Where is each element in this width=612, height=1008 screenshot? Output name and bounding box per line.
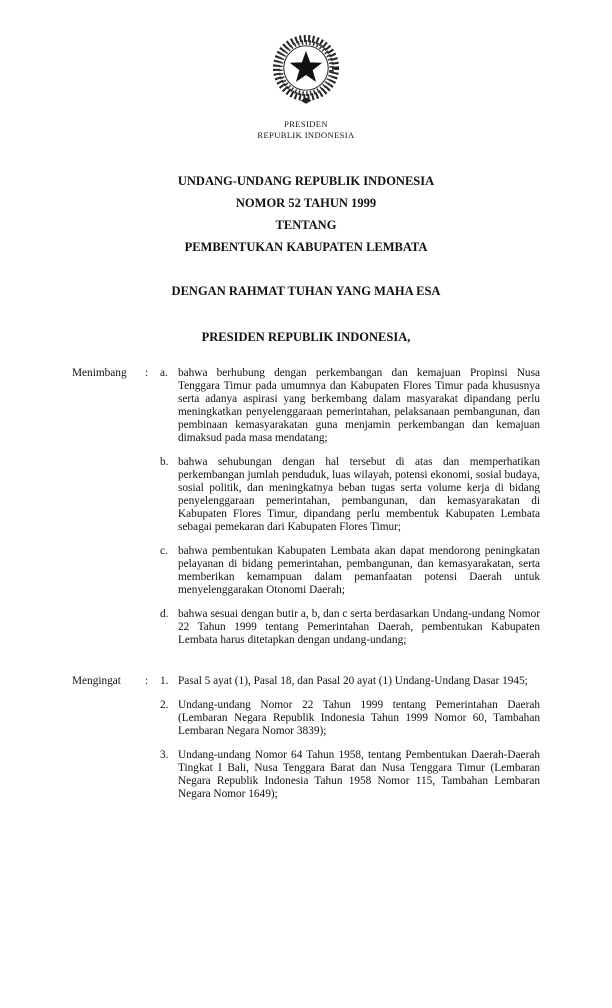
salutation-line: PRESIDEN REPUBLIK INDONESIA, [201, 330, 411, 344]
law-number-line: NOMOR 52 TAHUN 1999 [235, 196, 377, 210]
item-marker: 3. [160, 749, 169, 761]
consideration-item [160, 456, 540, 534]
item-marker: d. [160, 608, 169, 620]
item-text: Undang-undang Nomor 22 Tahun 1999 tentang Pemerintahan Daerah (Lembaran Negara Republik Indonesia Tahun 1999 Nomor 60, Tambahan Lembaran Negara Nomor 3839); [178, 699, 540, 737]
legal-basis-item [160, 699, 540, 738]
item-text: bahwa berhubung dengan perkembangan dan kemajuan Propinsi Nusa Tenggara Timur pada umumnya dan Kabupaten Flores Timur pada khususnya serta adanya aspirasi yang berkembang dalam masyarakat dipandang perlu meningkatkan penyelenggaraan pemerintahan, pelaksanaan pembangunan, dan pembinaan kemasyarakatan guna menjamin perkembangan dan kemajuan dimaksud pada masa mendatang; [178, 367, 540, 444]
agency-header [72, 119, 540, 140]
document-title-block [72, 170, 540, 258]
item-marker: b. [160, 456, 169, 468]
item-text: Pasal 5 ayat (1), Pasal 18, dan Pasal 20 ayat (1) Undang-Undang Dasar 1945; [178, 675, 528, 687]
consideration-item [160, 545, 540, 597]
law-title-line: UNDANG-UNDANG REPUBLIK INDONESIA [177, 174, 435, 188]
law-subject-line: PEMBENTUKAN KABUPATEN LEMBATA [184, 240, 428, 254]
section-separator: : [145, 675, 149, 687]
item-text: Undang-undang Nomor 64 Tahun 1958, tentang Pembentukan Daerah-Daerah Tingkat I Bali, Nusa Tenggara Barat dan Nusa Tenggara Timur (Lembaran Negara Republik Indonesia Tahun 1958 Nomor 115, Tambahan Lembaran Negara Nomor 1649); [178, 749, 540, 800]
consideration-item [160, 367, 540, 445]
section-menimbang [72, 367, 540, 647]
legal-basis-item [160, 749, 540, 801]
section-label: Mengingat [72, 675, 121, 687]
item-marker: 1. [160, 675, 169, 687]
section-mengingat [72, 675, 540, 801]
star-wreath-emblem-icon [267, 26, 345, 110]
section-label: Menimbang [72, 367, 127, 379]
item-marker: 2. [160, 699, 169, 711]
legal-basis-item [160, 675, 540, 688]
item-text: bahwa sehubungan dengan hal tersebut di atas dan memperhatikan perkembangan jumlah penduduk, luas wilayah, potensi ekonomi, sosial budaya, sosial politik, dan meningkatnya beban tugas serta volume kerja di bidang penyelenggaraan pemerintahan, pembangunan, dan kemasyarakatan di Kabupaten Flores Timur, dipandang perlu membentuk Kabupaten Lembata sebagai pemekaran dari Kabupaten Flores Timur; [178, 456, 540, 533]
consideration-list [160, 367, 540, 647]
consideration-item [160, 608, 540, 647]
invocation-line: DENGAN RAHMAT TUHAN YANG MAHA ESA [171, 284, 441, 298]
legal-basis-list [160, 675, 540, 801]
item-marker: a. [160, 367, 168, 379]
tentang-label: TENTANG [275, 218, 337, 232]
item-text: bahwa pembentukan Kabupaten Lembata akan dapat mendorong peningkatan pelayanan di bidang pemerintahan, pembangunan, dan kemasyarakatan, serta memberikan kemampuan dalam pemanfaatan potensi Daerah untuk menyelenggarakan Otonomi Daerah; [178, 545, 540, 596]
agency-name-republik-indonesia: REPUBLIK INDONESIA [257, 129, 355, 140]
item-marker: c. [160, 545, 168, 557]
section-separator: : [145, 367, 149, 379]
item-text: bahwa sesuai dengan butir a, b, dan c serta berdasarkan Undang-undang Nomor 22 Tahun 1999 tentang Pemerintahan Daerah, pembentukan Kabupaten Lembata harus ditetapkan dengan undang-undang; [178, 608, 540, 646]
presidential-seal [72, 26, 540, 115]
document-body [72, 367, 540, 801]
agency-name-presiden: PRESIDEN [284, 119, 328, 129]
